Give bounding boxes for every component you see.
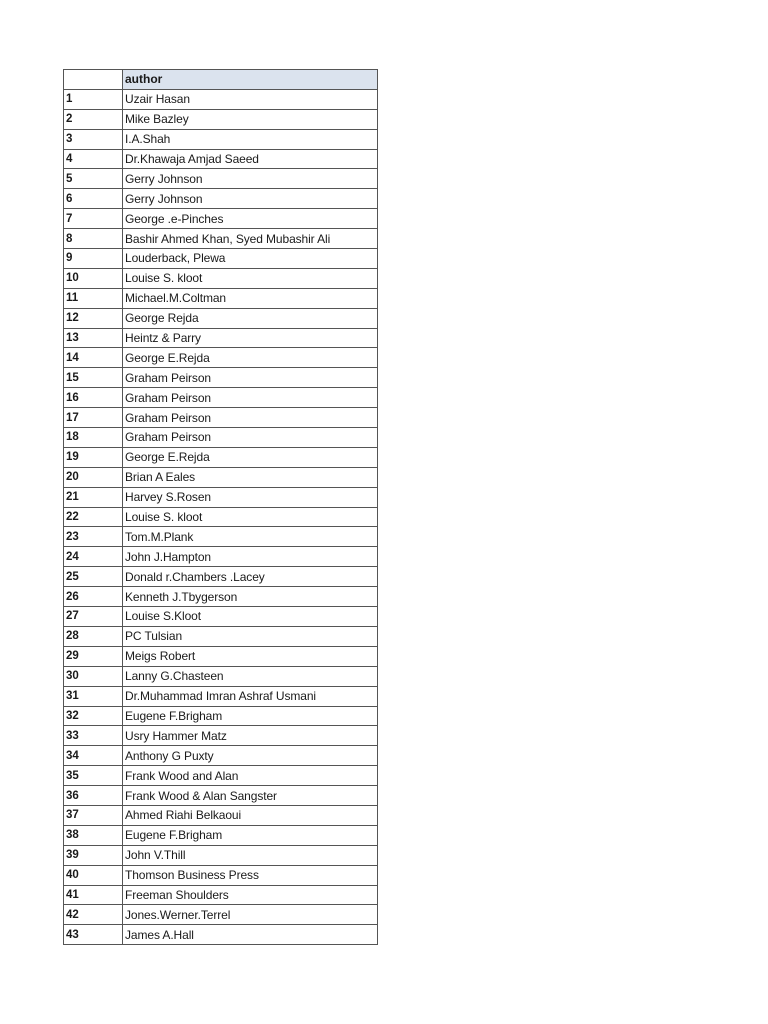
row-number-cell[interactable]: 5 [64,169,123,189]
row-number-cell[interactable]: 33 [64,726,123,746]
author-cell[interactable]: Kenneth J.Tbygerson [123,587,378,607]
row-number-cell[interactable]: 21 [64,487,123,507]
author-cell[interactable]: Ahmed Riahi Belkaoui [123,805,378,825]
table-row [64,925,378,945]
row-number-cell[interactable]: 42 [64,905,123,925]
row-number-cell[interactable]: 8 [64,229,123,249]
row-number-cell[interactable]: 23 [64,527,123,547]
author-cell[interactable]: Thomson Business Press [123,865,378,885]
row-number-cell[interactable]: 37 [64,805,123,825]
author-cell[interactable]: Usry Hammer Matz [123,726,378,746]
row-number-cell[interactable]: 4 [64,149,123,169]
author-cell[interactable]: John J.Hampton [123,547,378,567]
row-number-cell[interactable]: 34 [64,746,123,766]
row-number-cell[interactable]: 13 [64,328,123,348]
author-table [63,69,378,945]
author-cell[interactable]: Gerry Johnson [123,189,378,209]
author-cell[interactable]: Tom.M.Plank [123,527,378,547]
row-number-cell[interactable]: 38 [64,825,123,845]
row-number-cell[interactable]: 24 [64,547,123,567]
row-number-cell[interactable]: 1 [64,89,123,109]
table-row [64,348,378,368]
table-row [64,268,378,288]
author-cell[interactable]: Meigs Robert [123,646,378,666]
author-cell[interactable]: Louise S. kloot [123,507,378,527]
row-number-cell[interactable]: 15 [64,368,123,388]
author-cell[interactable]: Donald r.Chambers .Lacey [123,567,378,587]
row-number-cell[interactable]: 26 [64,587,123,607]
author-cell[interactable]: Jones.Werner.Terrel [123,905,378,925]
author-cell[interactable]: Louise S. kloot [123,268,378,288]
table-row [64,308,378,328]
table-row [64,388,378,408]
author-cell[interactable]: Frank Wood and Alan [123,766,378,786]
table-row [64,726,378,746]
row-number-cell[interactable]: 12 [64,308,123,328]
author-cell[interactable]: George E.Rejda [123,447,378,467]
row-number-cell[interactable]: 41 [64,885,123,905]
author-cell[interactable]: John V.Thill [123,845,378,865]
table-row [64,328,378,348]
author-cell[interactable]: Lanny G.Chasteen [123,666,378,686]
table-row [64,865,378,885]
author-cell[interactable]: Mike Bazley [123,109,378,129]
row-number-cell[interactable]: 11 [64,288,123,308]
row-number-cell[interactable]: 6 [64,189,123,209]
row-number-cell[interactable]: 3 [64,129,123,149]
table-row [64,467,378,487]
table-row [64,805,378,825]
table-row [64,885,378,905]
row-number-cell[interactable]: 18 [64,428,123,448]
row-number-cell[interactable]: 19 [64,447,123,467]
row-number-cell[interactable]: 32 [64,706,123,726]
table-row [64,149,378,169]
row-number-cell[interactable]: 17 [64,408,123,428]
author-cell[interactable]: Graham Peirson [123,368,378,388]
author-cell[interactable]: Louderback, Plewa [123,249,378,269]
author-cell[interactable]: Uzair Hasan [123,89,378,109]
row-number-cell[interactable]: 28 [64,626,123,646]
row-number-cell[interactable]: 29 [64,646,123,666]
table-row [64,428,378,448]
table-row [64,746,378,766]
author-cell[interactable]: Graham Peirson [123,408,378,428]
table-row [64,825,378,845]
author-cell[interactable]: George Rejda [123,308,378,328]
author-cell[interactable]: Graham Peirson [123,388,378,408]
table-row [64,129,378,149]
table-row [64,89,378,109]
author-cell[interactable]: Louise S.Kloot [123,607,378,627]
table-row [64,169,378,189]
row-number-cell[interactable]: 40 [64,865,123,885]
author-cell[interactable]: Bashir Ahmed Khan, Syed Mubashir Ali [123,229,378,249]
row-number-cell[interactable]: 36 [64,786,123,806]
table-row [64,447,378,467]
author-cell[interactable]: Eugene F.Brigham [123,706,378,726]
row-number-cell[interactable]: 25 [64,567,123,587]
table-row [64,109,378,129]
table-row [64,229,378,249]
table-row [64,845,378,865]
author-cell[interactable]: Gerry Johnson [123,169,378,189]
table-row [64,646,378,666]
author-cell[interactable]: Eugene F.Brigham [123,825,378,845]
author-cell[interactable]: Michael.M.Coltman [123,288,378,308]
author-cell[interactable]: George .e-Pinches [123,209,378,229]
author-cell[interactable]: Brian A Eales [123,467,378,487]
corner-cell[interactable] [64,70,123,90]
row-number-cell[interactable]: 39 [64,845,123,865]
author-cell[interactable]: Heintz & Parry [123,328,378,348]
author-cell[interactable]: Harvey S.Rosen [123,487,378,507]
row-number-cell[interactable]: 22 [64,507,123,527]
table-row [64,288,378,308]
table-row [64,786,378,806]
table-row [64,607,378,627]
author-cell[interactable]: I.A.Shah [123,129,378,149]
row-number-cell[interactable]: 30 [64,666,123,686]
table-row [64,527,378,547]
table-row [64,487,378,507]
table-row [64,567,378,587]
table-row [64,209,378,229]
row-number-cell[interactable]: 2 [64,109,123,129]
table-row [64,626,378,646]
author-cell[interactable]: Frank Wood & Alan Sangster [123,786,378,806]
table-row [64,249,378,269]
table-row [64,905,378,925]
author-cell[interactable]: Graham Peirson [123,428,378,448]
author-cell[interactable]: PC Tulsian [123,626,378,646]
table-row [64,587,378,607]
row-number-cell[interactable]: 7 [64,209,123,229]
row-number-cell[interactable]: 14 [64,348,123,368]
table-row [64,547,378,567]
table-body [64,89,378,944]
row-number-cell[interactable]: 20 [64,467,123,487]
table-row [64,766,378,786]
row-number-cell[interactable]: 31 [64,686,123,706]
row-number-cell[interactable]: 16 [64,388,123,408]
table-row [64,706,378,726]
table-row [64,408,378,428]
table-row [64,189,378,209]
row-number-cell[interactable]: 35 [64,766,123,786]
table-row [64,507,378,527]
author-cell[interactable]: James A.Hall [123,925,378,945]
row-number-cell[interactable]: 9 [64,249,123,269]
table-row [64,666,378,686]
author-cell[interactable]: George E.Rejda [123,348,378,368]
author-cell[interactable]: Dr.Muhammad Imran Ashraf Usmani [123,686,378,706]
author-column-header[interactable]: author [123,70,378,90]
author-cell[interactable]: Anthony G Puxty [123,746,378,766]
row-number-cell[interactable]: 27 [64,607,123,627]
row-number-cell[interactable]: 10 [64,268,123,288]
table-row [64,368,378,388]
author-cell[interactable]: Dr.Khawaja Amjad Saeed [123,149,378,169]
author-cell[interactable]: Freeman Shoulders [123,885,378,905]
table-row [64,686,378,706]
row-number-cell[interactable]: 43 [64,925,123,945]
header-row [64,70,378,90]
